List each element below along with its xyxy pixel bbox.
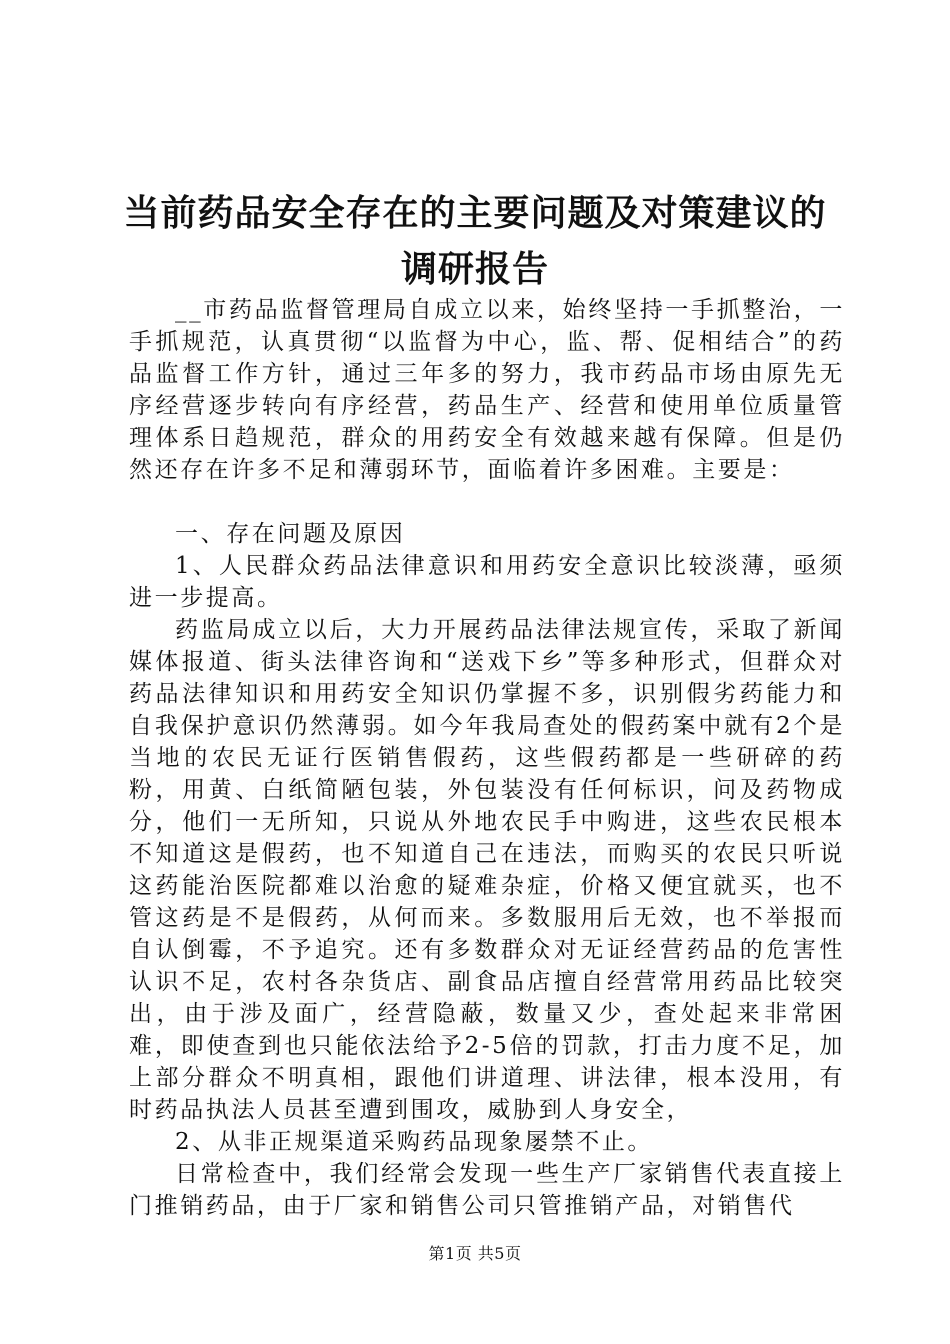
subheading-2: 2、从非正规渠道采购药品现象屡禁不止。	[175, 1129, 654, 1155]
document-title: 当前药品安全存在的主要问题及对策建议的调研报告	[123, 192, 827, 290]
document-body	[129, 294, 845, 1222]
section-heading: 一、存在问题及原因	[175, 521, 406, 547]
body-paragraph-2: 日常检查中，我们经常会发现一些生产厂家销售代表直接上门推销药品，由于厂家和销售公司只管推销产品，对销售代	[129, 1161, 845, 1219]
intro-paragraph: __市药品监督管理局自成立以来，始终坚持一手抓整治，一手抓规范，认真贯彻“以监督为中心，监、帮、促相结合”的药品监督工作方针，通过三年多的努力，我市药品市场由原先无序经营逐步转向有序经营，药品生产、经营和使用单位质量管理体系日趋规范，群众的用药安全有效越来越有保障。但是仍然还存在许多不足和薄弱环节，面临着许多困难。主要是：	[129, 297, 845, 483]
page-footer: 第1页 共5页	[428, 1244, 522, 1263]
subheading-1: 1、人民群众药品法律意识和用药安全意识比较淡薄，亟须进一步提高。	[129, 553, 845, 611]
body-paragraph-1: 药监局成立以后，大力开展药品法律法规宣传，采取了新闻媒体报道、街头法律咨询和“送戏下乡”等多种形式，但群众对药品法律知识和用药安全知识仍掌握不多，识别假劣药能力和自我保护意识仍然薄弱。如今年我局查处的假药案中就有2个是当地的农民无证行医销售假药，这些假药都是一些研碎的药粉，用黄、白纸简陋包装，外包装没有任何标识，问及药物成分，他们一无所知，只说从外地农民手中购进，这些农民根本不知道这是假药，也不知道自己在违法，而购买的农民只听说这药能治医院都难以治愈的疑难杂症，价格又便宜就买，也不管这药是不是假药，从何而来。多数服用后无效，也不举报而自认倒霉，不予追究。还有多数群众对无证经营药品的危害性认识不足，农村各杂货店、副食品店擅自经营常用药品比较突出，由于涉及面广，经营隐蔽，数量又少，查处起来非常困难，即使查到也只能依法给予2-5倍的罚款，打击力度不足，加上部分群众不明真相，跟他们讲道理、讲法律，根本没用，有时药品执法人员甚至遭到围攻，威胁到人身安全，	[129, 617, 845, 1123]
